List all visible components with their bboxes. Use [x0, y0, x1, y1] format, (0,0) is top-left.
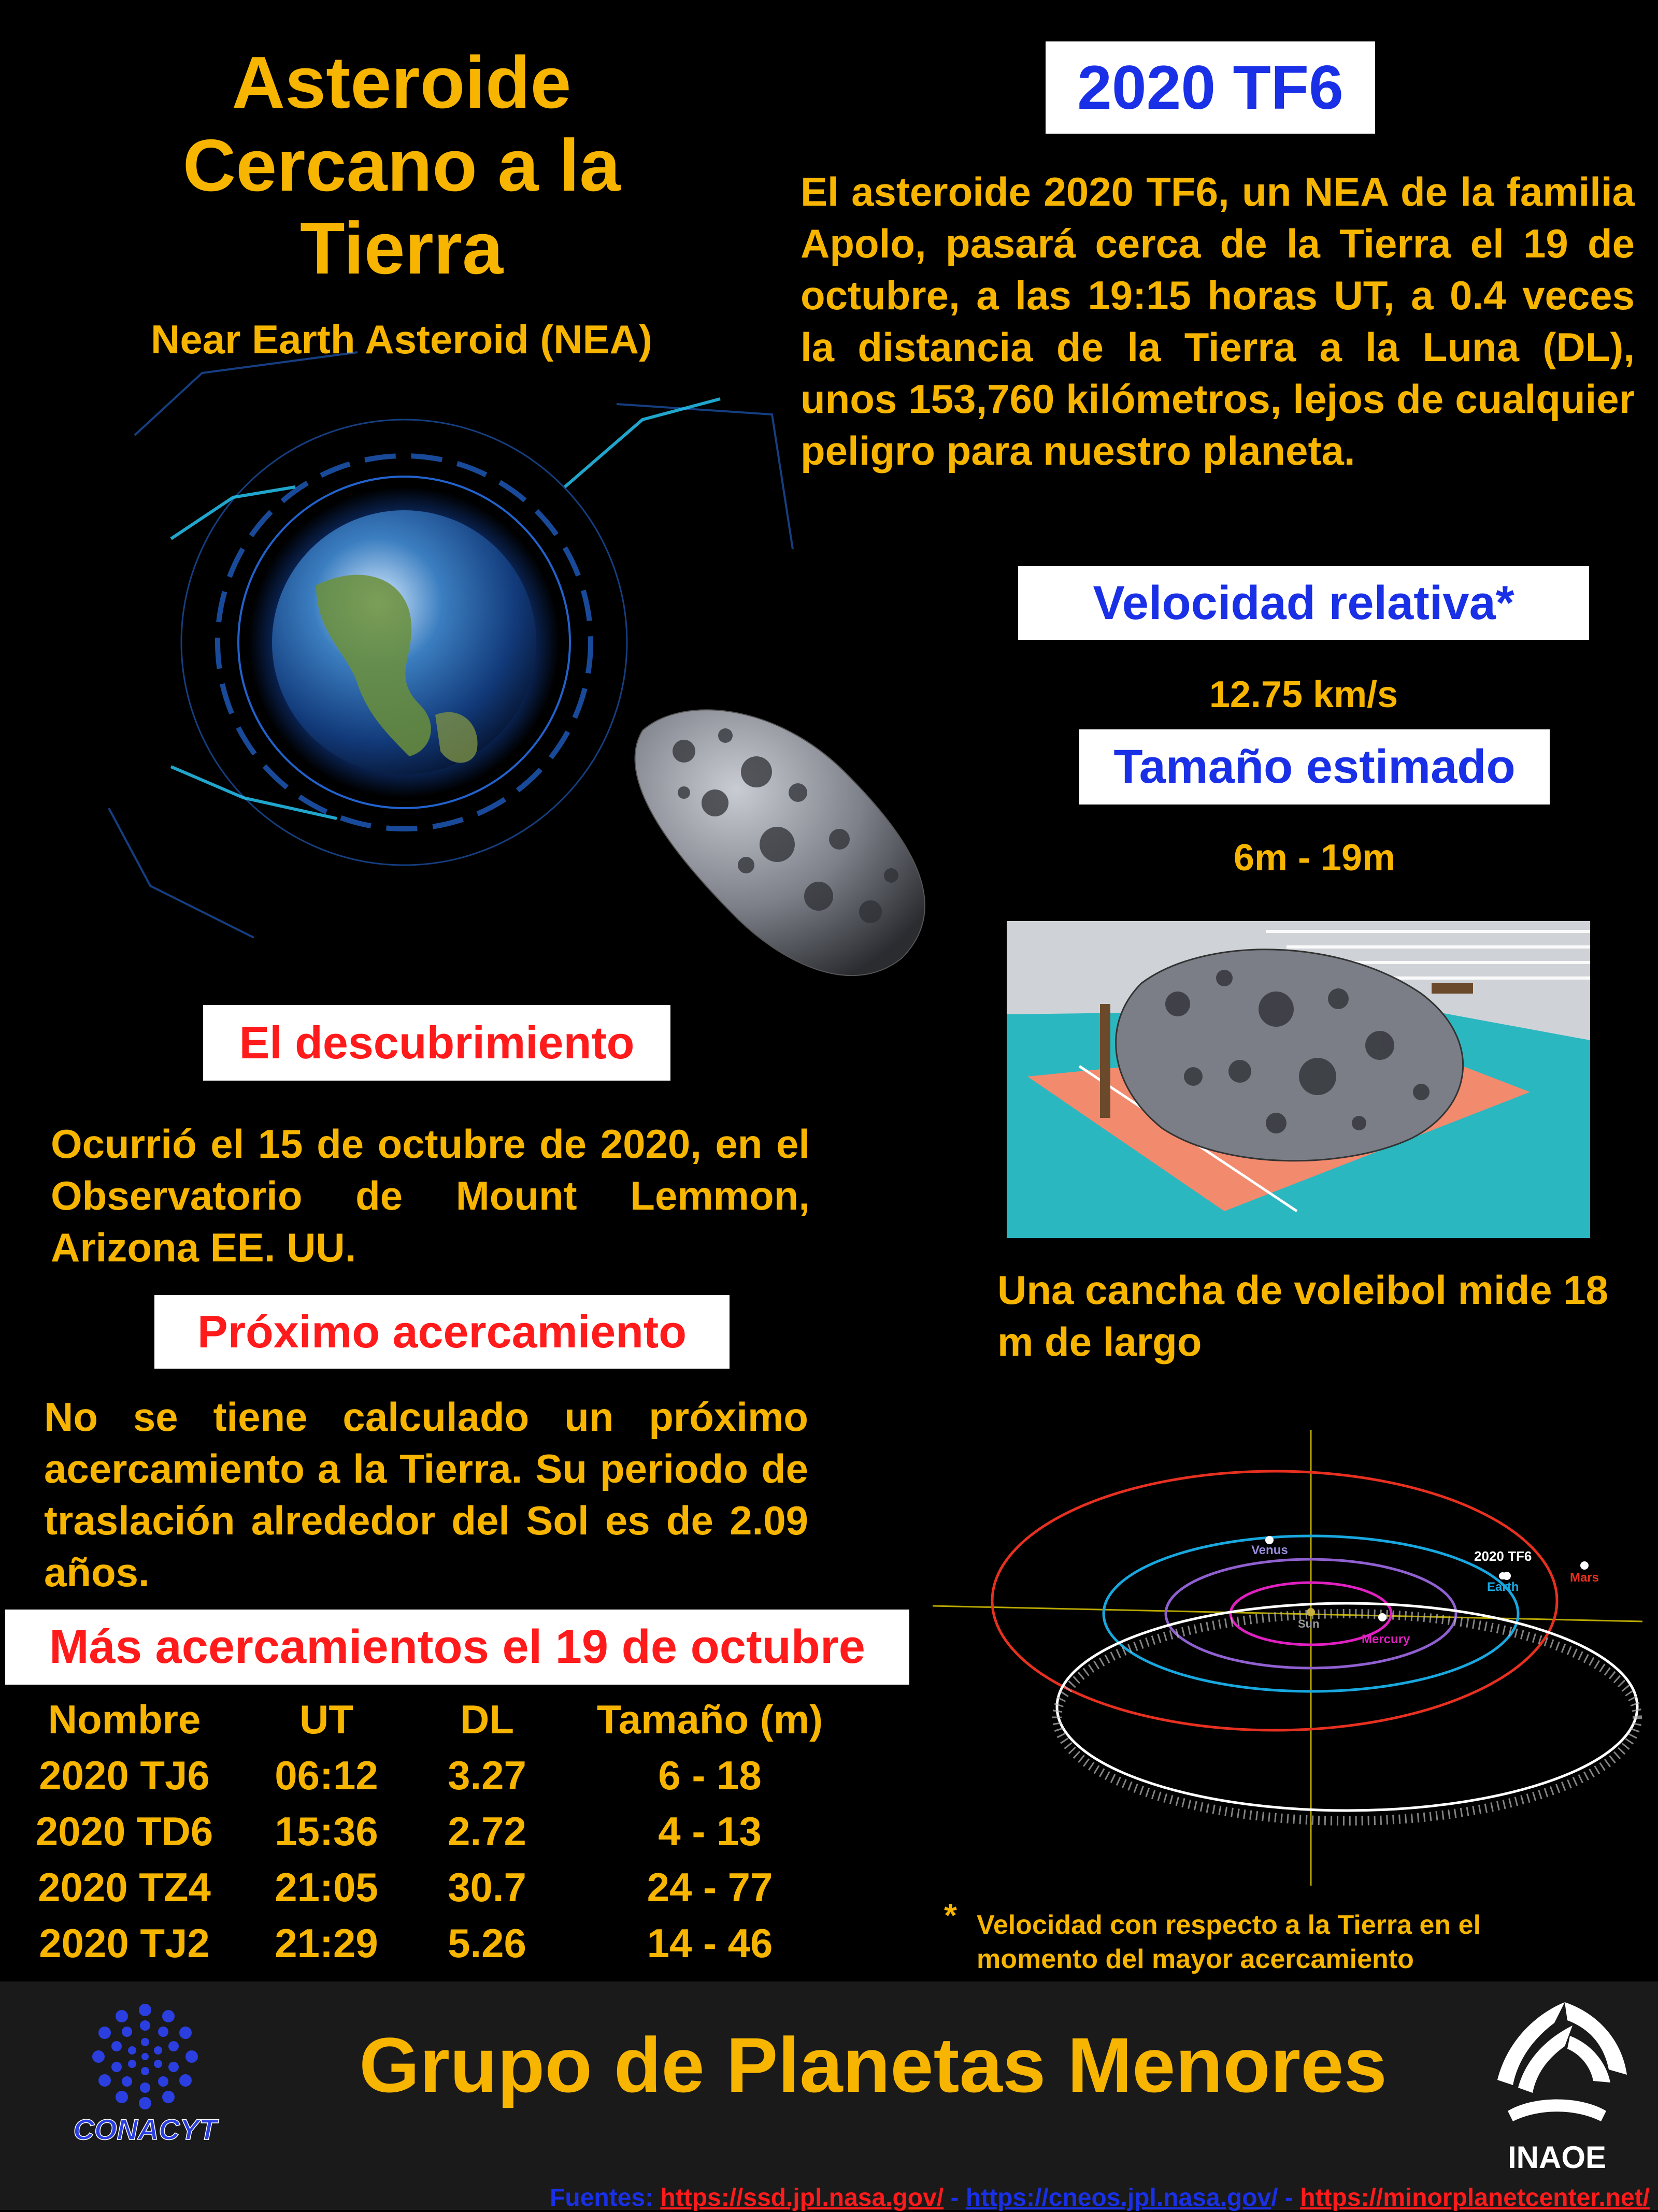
inaoe-logo — [1477, 1992, 1637, 2178]
header-ut: UT — [299, 1696, 353, 1742]
cell-ut: 06:12 — [275, 1752, 378, 1798]
cell-name: 2020 TJ2 — [39, 1920, 210, 1966]
page-title — [78, 41, 725, 290]
cell-dl: 2.72 — [448, 1808, 526, 1854]
label-sun: Sun — [1298, 1617, 1320, 1630]
title-line-1: Asteroide — [232, 41, 571, 124]
header-size: Tamaño (m) — [596, 1696, 823, 1742]
cell-size: 4 - 13 — [658, 1808, 762, 1854]
conacyt-text: CONACYT — [73, 2113, 217, 2146]
cell-ut: 21:29 — [275, 1920, 378, 1966]
sources-label: Fuentes: — [550, 2184, 654, 2211]
cell-size: 6 - 18 — [658, 1752, 762, 1798]
header-dl: DL — [460, 1696, 514, 1742]
label-earth: Earth — [1487, 1580, 1519, 1594]
orbit-diagram — [933, 1430, 1642, 1886]
sources-separator: - — [944, 2184, 966, 2211]
source-link-cneos[interactable]: https://cneos.jpl.nasa.gov — [965, 2184, 1271, 2211]
subtitle: Near Earth Asteroid (NEA) — [151, 317, 652, 362]
velocity-value: 12.75 km/s — [1209, 674, 1398, 715]
table-row — [21, 1859, 870, 1915]
table-row — [21, 1747, 870, 1803]
asteroid-illustration — [622, 689, 953, 979]
size-label: Tamaño estimado — [1079, 729, 1550, 805]
cell-size: 24 - 77 — [647, 1864, 773, 1910]
size-value: 6m - 19m — [1233, 837, 1396, 879]
label-asteroid: 2020 TF6 — [1474, 1548, 1532, 1564]
cell-name: 2020 TJ6 — [39, 1752, 210, 1798]
orbit-2020-tf6 — [1057, 1603, 1637, 1811]
conacyt-logo — [57, 2000, 238, 2155]
cell-name: 2020 TZ4 — [38, 1864, 211, 1910]
sources-line — [550, 2184, 1650, 2212]
table-header-row — [21, 1691, 870, 1747]
more-approaches-label: Más acercamientos el 19 de octubre — [5, 1610, 909, 1685]
volleyball-court-comparison — [1007, 921, 1590, 1238]
discovery-label: El descubrimiento — [203, 1005, 670, 1081]
title-line-2: Cercano a la — [182, 124, 621, 207]
asteroid-dot — [1499, 1572, 1506, 1579]
cell-dl: 3.27 — [448, 1752, 526, 1798]
asteroid-name-box: 2020 TF6 — [1046, 41, 1375, 134]
label-venus: Venus — [1251, 1543, 1288, 1557]
sources-separator: / - — [1271, 2184, 1300, 2211]
mars-dot — [1580, 1561, 1589, 1570]
inaoe-text: INAOE — [1507, 2140, 1607, 2175]
cell-dl: 5.26 — [448, 1920, 526, 1966]
cell-size: 14 - 46 — [647, 1920, 773, 1966]
label-mars: Mars — [1570, 1571, 1599, 1585]
sun-dot — [1307, 1608, 1315, 1616]
source-link-mpc[interactable]: https://minorplanetcenter.net/ — [1300, 2184, 1650, 2211]
label-mercury: Mercury — [1362, 1632, 1410, 1646]
cell-dl: 30.7 — [448, 1864, 526, 1910]
group-title: Grupo de Planetas Menores — [359, 2021, 1387, 2108]
mercury-dot — [1378, 1613, 1387, 1621]
title-line-3: Tierra — [299, 207, 504, 290]
cell-name: 2020 TD6 — [35, 1808, 213, 1854]
table-row — [21, 1915, 870, 1971]
table-row — [21, 1803, 870, 1859]
next-approach-text: No se tiene calculado un próximo acercamiento a la Tierra. Su periodo de traslación alrededor del Sol es de 2.09 años. — [44, 1394, 808, 1595]
footnote-text: Velocidad con respecto a la Tierra en el momento del mayor acercamiento — [977, 1910, 1481, 1974]
cell-ut: 21:05 — [275, 1864, 378, 1910]
header-name: Nombre — [48, 1696, 201, 1742]
cell-ut: 15:36 — [275, 1808, 378, 1854]
velocity-label: Velocidad relativa* — [1018, 566, 1589, 640]
next-approach-label: Próximo acercamiento — [154, 1295, 730, 1369]
intro-paragraph: El asteroide 2020 TF6, un NEA de la familia Apolo, pasará cerca de la Tierra el 19 de octubre, a las 19:15 horas UT, a 0.4 veces la distancia de la Tierra a la Luna (DL), unos 153,760 kilómetros, lejos de cualquier peligro para nuestro planeta. — [801, 169, 1635, 473]
approaches-table — [21, 1691, 870, 1971]
discovery-text: Ocurrió el 15 de octubre de 2020, en el Observatorio de Mount Lemmon, Arizona EE. UU. — [51, 1121, 810, 1270]
footnote-mark: * — [944, 1897, 957, 1934]
source-link-ssd[interactable]: https://ssd.jpl.nasa.gov/ — [660, 2184, 944, 2211]
court-caption: Una cancha de voleibol mide 18 m de largo — [997, 1267, 1609, 1364]
